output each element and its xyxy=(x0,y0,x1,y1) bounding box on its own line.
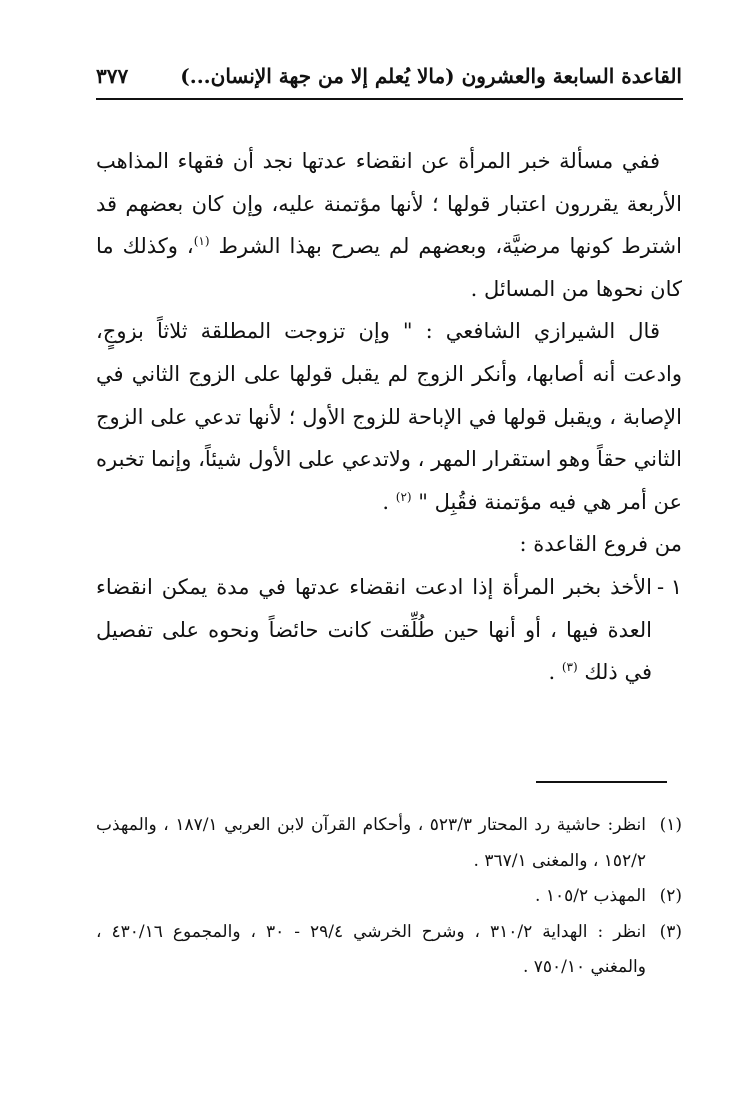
branch-item-text: الأخذ بخبر المرأة إذا ادعت انقضاء عدتها في مدة يمكن انقضاء العدة فيها ، أو أنها حين طُلِّقت كانت حائضاً ونحوه على تفصيل في ذلك xyxy=(96,574,652,685)
footnote-ref-3: (٣) xyxy=(561,660,578,675)
footnote-1 xyxy=(96,808,682,879)
branches-heading: من فروع القاعدة : xyxy=(519,532,682,557)
footnote-2 xyxy=(96,879,682,915)
paragraph-1-end: ، وكذلك ما كان نحوها من المسائل . xyxy=(96,234,682,301)
footnote-ref-2: (٢) xyxy=(395,489,412,504)
paragraph-1-text: ففي مسألة خبر المرأة عن انقضاء عدتها نجد أن فقهاء المذاهب الأربعة يقررون اعتبار قولها ؛ لأنها مؤتمنة عليه، وإن كان بعضهم قد اشترط كونها مرضيَّة، وبعضهم لم يصرح بهذا الشرط xyxy=(96,149,682,259)
header-rule xyxy=(96,98,683,100)
footnote-number: (٣) xyxy=(659,921,682,942)
footnote-number: (١) xyxy=(659,815,682,835)
paragraph-1 xyxy=(96,140,682,310)
footnote-number: (٢) xyxy=(659,886,682,906)
paragraph-2-text: قال الشيرازي الشافعي : " وإن تزوجت المطلقة ثلاثاً بزوجٍ، وادعت أنه أصابها، وأنكر الزوج لم يقبل قولها على الزوج الثاني في الإصابة ، ويقبل قولها في الإباحة للزوج الأول ؛ لأنها تدعي على الزوج الثاني حقاً وهو استقرار المهر ، ولاتدعي على الأول شيئاً، وإنما تخبره عن أمر هي فيه مؤتمنة فقُبِل " xyxy=(96,319,682,514)
footnote-separator xyxy=(536,781,667,783)
main-text xyxy=(96,140,682,694)
running-header xyxy=(96,56,682,96)
branch-number: ١ - xyxy=(656,574,682,599)
footnote-text: انظر: حاشية رد المحتار ٥٢٣/٣ ، وأحكام القرآن لابن العربي ١٨٧/١ ، والمهذب ١٥٢/٢ ، والمغنى ٣٦٧/١ . xyxy=(96,815,646,871)
footnotes xyxy=(96,808,682,986)
footnote-text: انظر : الهداية ٣١٠/٢ ، وشرح الخرشي ٢٩/٤ - ٣٠ ، والمجموع ٤٣٠/١٦ ، والمغني ٧٥٠/١٠ . xyxy=(96,921,646,977)
footnote-text: المهذب ١٠٥/٢ . xyxy=(535,886,646,906)
running-title: القاعدة السابعة والعشرون (مالا يُعلم إلا من جهة الإنسان...) xyxy=(180,64,682,88)
page-number: ٣٧٧ xyxy=(96,64,129,88)
footnote-3 xyxy=(96,915,682,986)
branch-item-end: . xyxy=(548,660,556,685)
paragraph-2-end: . xyxy=(382,489,390,514)
branch-item-1 xyxy=(96,566,682,694)
paragraph-2 xyxy=(96,310,682,523)
footnote-ref-1: (١) xyxy=(193,234,210,249)
